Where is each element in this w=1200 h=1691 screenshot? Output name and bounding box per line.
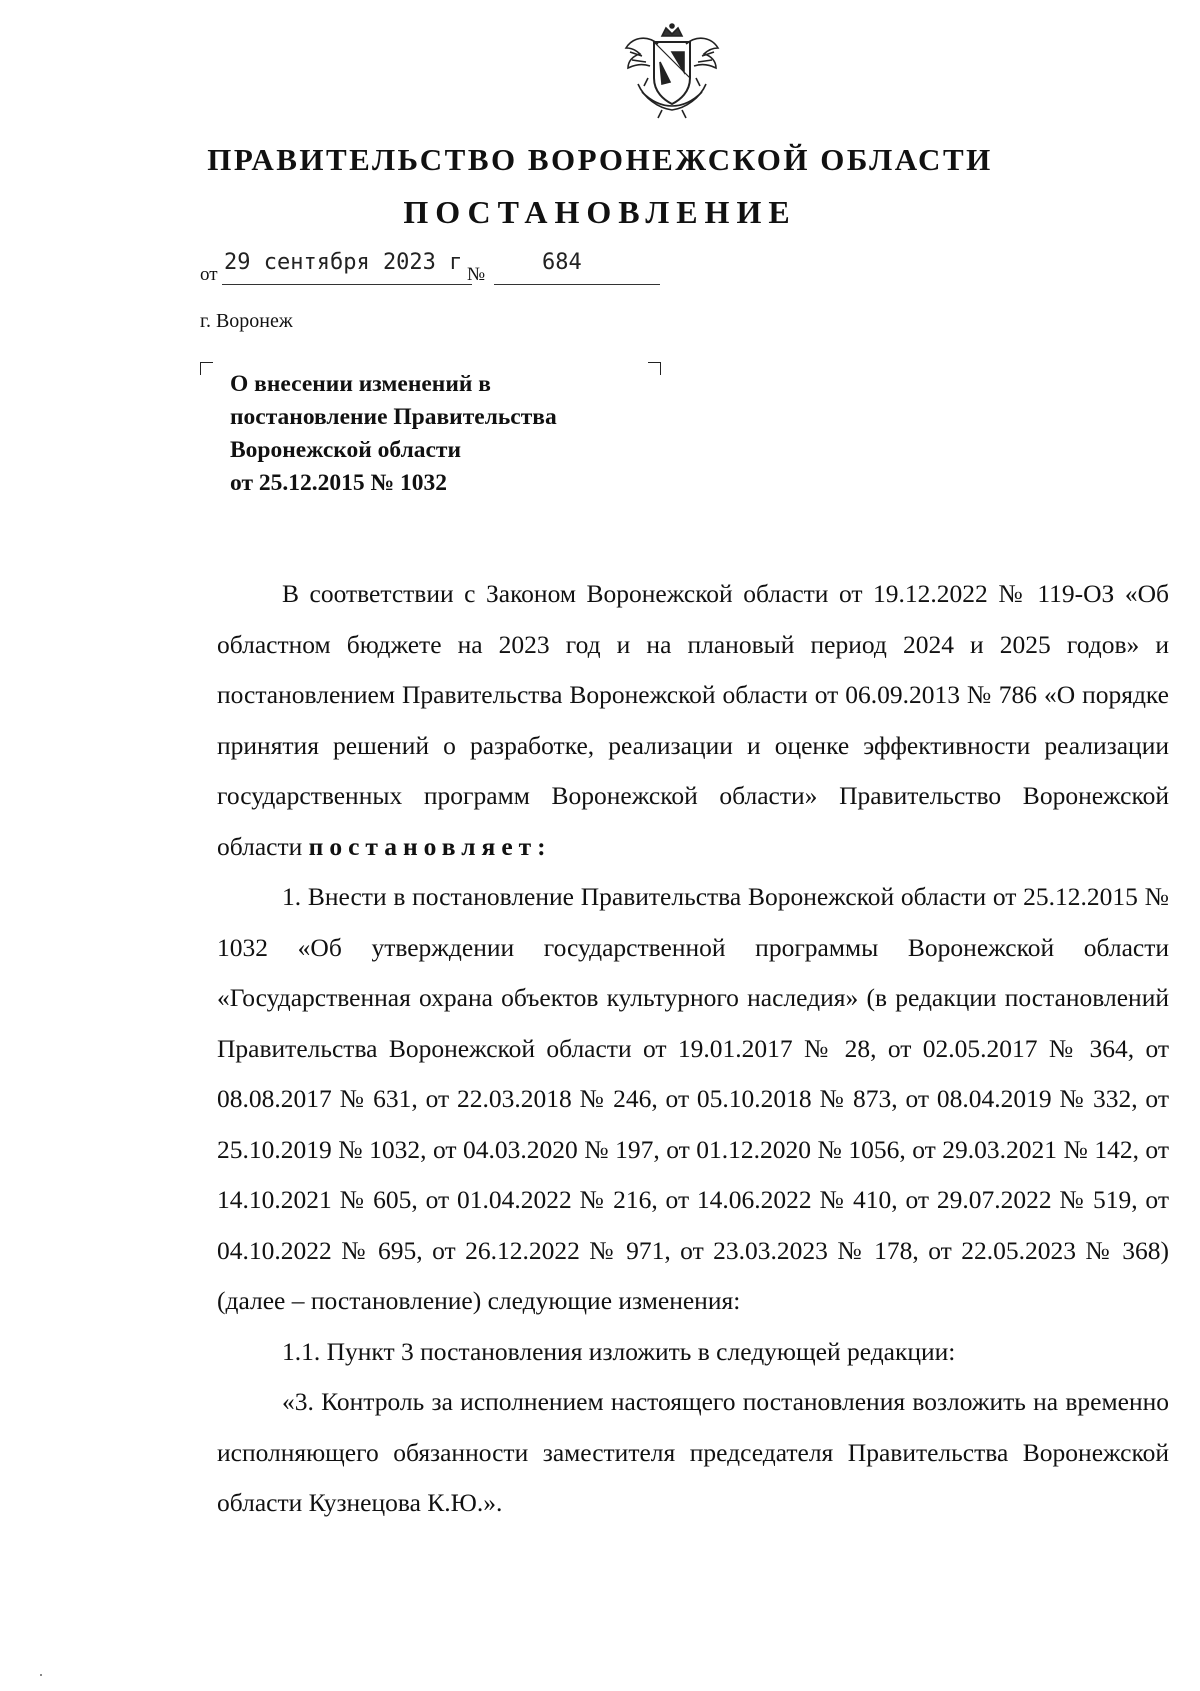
paragraph-preamble bbox=[217, 569, 1169, 872]
subject-line: Воронежской области bbox=[230, 437, 462, 463]
document-subject bbox=[230, 368, 670, 500]
scan-dot bbox=[40, 1674, 42, 1676]
number-underline bbox=[494, 284, 660, 285]
from-label: от bbox=[200, 264, 218, 285]
subject-line: О внесении изменений в bbox=[230, 371, 491, 397]
document-date: 29 сентября 2023 г bbox=[224, 250, 463, 275]
number-label: № bbox=[467, 264, 486, 285]
paragraph-item-1: 1. Внести в постановление Правительства Воронежской области от 25.12.2015 № 1032 «Об утверждении государственной программы Воронежской области «Государственная охрана объектов культурного наследия» (в редакции постановлений Правительства Воронежской области от 19.01.2017 № 28, от 02.05.2017 № 364, от 08.08.2017 № 631, от 22.03.2018 № 246, от 05.10.2018 № 873, от 08.04.2019 № 332, от 25.10.2019 № 1032, от 04.03.2020 № 197, от 01.12.2020 № 1056, от 29.03.2021 № 142, от 14.10.2021 № 605, от 01.04.2022 № 216, от 14.06.2022 № 410, от 29.07.2022 № 519, от 04.10.2022 № 695, от 26.12.2022 № 971, от 23.03.2023 № 178, от 22.05.2023 № 368) (далее – постановление) следующие изменения: bbox=[217, 882, 1169, 1315]
city: г. Воронеж bbox=[200, 310, 293, 332]
resolves-word: постановляет: bbox=[308, 831, 552, 861]
coat-of-arms-icon bbox=[618, 22, 726, 122]
preamble-text: В соответствии с Законом Воронежской области от 19.12.2022 № 119-ОЗ «Об областном бюджете на 2023 год и на плановый период 2024 и 2025 годов» и постановлением Правительства Воронежской области от 06.09.2013 № 786 «О порядке принятия решений о разработке, реализации и оценке эффективности реализации государственных программ Воронежской области» Правительство Воронежской области bbox=[217, 579, 1169, 861]
paragraph-item-1-1: 1.1. Пункт 3 постановления изложить в следующей редакции: bbox=[282, 1336, 956, 1366]
corner-mark-left bbox=[200, 362, 213, 375]
subject-line: от 25.12.2015 № 1032 bbox=[230, 470, 447, 496]
paragraph-quote: «3. Контроль за исполнением настоящего постановления возложить на временно исполняющего обязанности заместителя председателя Правительства Воронежской области Кузнецова К.Ю.». bbox=[217, 1387, 1169, 1517]
document-number: 684 bbox=[542, 250, 582, 275]
subject-line: постановление Правительства bbox=[230, 404, 557, 430]
date-number-row bbox=[200, 250, 670, 290]
date-underline bbox=[222, 284, 472, 285]
document-body bbox=[217, 569, 1169, 1529]
government-title: ПРАВИТЕЛЬСТВО ВОРОНЕЖСКОЙ ОБЛАСТИ bbox=[207, 142, 993, 177]
document-type: ПОСТАНОВЛЕНИЕ bbox=[403, 194, 797, 230]
